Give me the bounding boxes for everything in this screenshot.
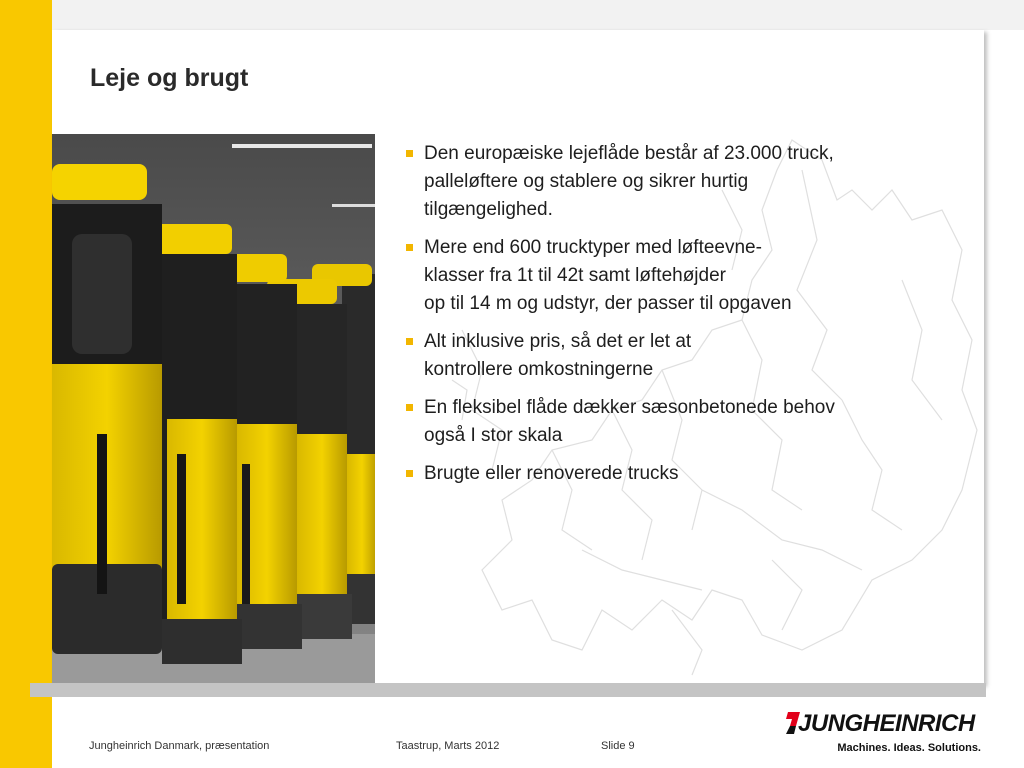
forklift-fleet-photo <box>52 134 375 683</box>
bullet-text: Brugte eller renoverede trucks <box>424 463 679 484</box>
bullet-item <box>402 328 932 384</box>
footer-presentation-label: Jungheinrich Danmark, præsentation <box>89 740 270 752</box>
bullet-text: Alt inklusive pris, så det er let at kontrollere omkostningerne <box>424 331 692 380</box>
logo-tagline: Machines. Ideas. Solutions. <box>837 742 981 754</box>
bullet-item <box>402 394 932 450</box>
bullet-text: En fleksibel flåde dækker sæsonbetonede behov også I stor skala <box>424 397 835 446</box>
accent-yellow-bar <box>0 0 52 768</box>
bullet-text: Mere end 600 trucktyper med løfteevne- klasser fra 1t til 42t samt løftehøjder op til 14 m og udstyr, der passer til opgaven <box>424 237 792 314</box>
footer-date: Taastrup, Marts 2012 <box>396 740 500 752</box>
footer-divider-bar <box>30 683 986 697</box>
bullet-text: Den europæiske lejeflåde består af 23.000 truck, palleløftere og stablere og sikrer hurtig tilgængelighed. <box>424 143 834 220</box>
bullet-item <box>402 140 932 224</box>
bullet-item <box>402 460 932 488</box>
bullet-item <box>402 234 932 318</box>
top-strip <box>52 0 1024 30</box>
footer-slide-number: Slide 9 <box>601 740 635 752</box>
jungheinrich-logo <box>786 710 991 760</box>
bullet-list <box>402 140 932 498</box>
slide-title: Leje og brugt <box>90 64 249 92</box>
slide-content <box>52 30 984 685</box>
logo-wordmark: JUNGHEINRICH <box>798 710 975 737</box>
